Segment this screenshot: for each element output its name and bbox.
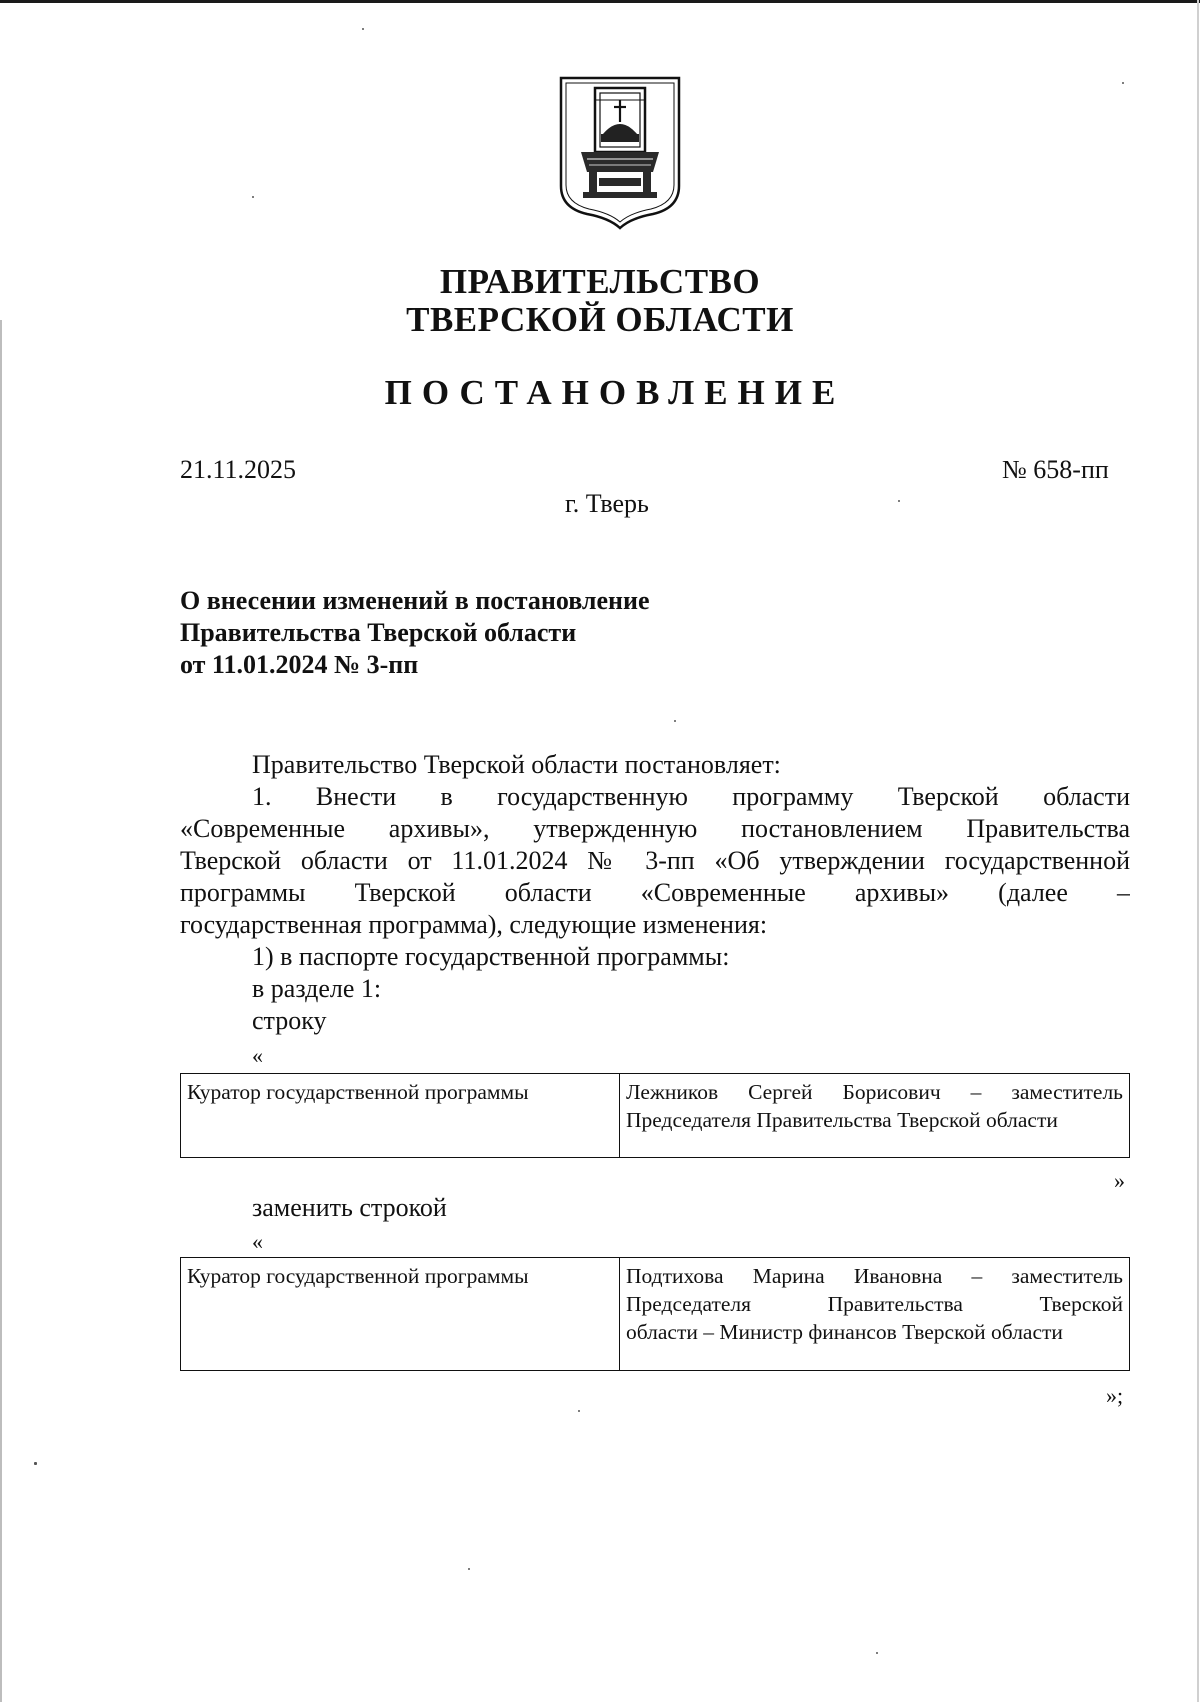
document-number: № 658-пп — [1002, 455, 1109, 484]
document-type-heading: ПОСТАНОВЛЕНИЕ — [384, 373, 846, 412]
preamble: Правительство Тверской области постановляет: — [252, 750, 781, 779]
title-line2: Правительства Тверской области — [180, 618, 577, 647]
scan-edge-top — [0, 0, 1200, 3]
table-cell-value — [620, 1074, 1130, 1158]
scan-speck — [34, 1462, 37, 1465]
item1-line: Тверской области от 11.01.2024 № 3-пп «Об утверждении государственной — [180, 846, 1130, 875]
title-line3: от 11.01.2024 № 3-пп — [180, 650, 419, 679]
government-name-line1: ПРАВИТЕЛЬСТВО — [439, 262, 761, 301]
scan-speck — [898, 500, 900, 502]
item1-line: 1. Внести в государственную программу Тверской области — [252, 782, 1130, 811]
subitem-1: 1) в паспорте государственной программы: — [252, 942, 730, 971]
item1-line: программы Тверской области «Современные архивы» (далее – — [180, 878, 1130, 907]
item1-line: «Современные архивы», утвержденную постановлением Правительства — [180, 814, 1130, 843]
tver-coat-of-arms-emblem — [557, 74, 683, 230]
table-cell-line: Подтихова Марина Ивановна – заместитель — [626, 1264, 1123, 1288]
table-cell-value — [620, 1258, 1130, 1371]
scan-speck — [674, 720, 676, 722]
replace-with-text: заменить строкой — [252, 1193, 447, 1222]
item1-line: государственная программа), следующие изменения: — [180, 910, 768, 939]
scan-speck — [468, 1568, 470, 1570]
document-date: 21.11.2025 — [180, 455, 297, 484]
table-row — [181, 1074, 1130, 1158]
government-name-line2: ТВЕРСКОЙ ОБЛАСТИ — [406, 300, 794, 339]
scan-speck — [252, 196, 254, 198]
table-cell-line: Лежников Сергей Борисович – заместитель — [626, 1080, 1123, 1104]
close-quote-semicolon: »; — [1106, 1383, 1124, 1408]
new-curator-table — [180, 1257, 1130, 1371]
document-city: г. Тверь — [565, 489, 649, 518]
scan-speck — [362, 28, 364, 30]
row-word: строку — [252, 1006, 327, 1035]
scan-speck — [1122, 82, 1124, 84]
scan-speck — [876, 1652, 878, 1654]
old-curator-table — [180, 1073, 1130, 1158]
table-cell-label: Куратор государственной программы — [181, 1258, 620, 1371]
open-quote: « — [252, 1229, 263, 1254]
close-quote: » — [1114, 1168, 1125, 1193]
table-cell-label: Куратор государственной программы — [181, 1074, 620, 1158]
table-cell-line: Председателя Правительства Тверской — [626, 1292, 1123, 1316]
scan-speck — [578, 1410, 580, 1412]
scan-edge-left — [0, 320, 2, 1702]
scan-edge-right — [1197, 0, 1199, 1702]
open-quote: « — [252, 1043, 263, 1068]
section-ref: в разделе 1: — [252, 974, 382, 1003]
table-cell-line: Председателя Правительства Тверской области — [626, 1108, 1058, 1132]
table-row — [181, 1258, 1130, 1371]
table-cell-line: области – Министр финансов Тверской области — [626, 1320, 1063, 1344]
title-line1: О внесении изменений в постановление — [180, 586, 650, 615]
